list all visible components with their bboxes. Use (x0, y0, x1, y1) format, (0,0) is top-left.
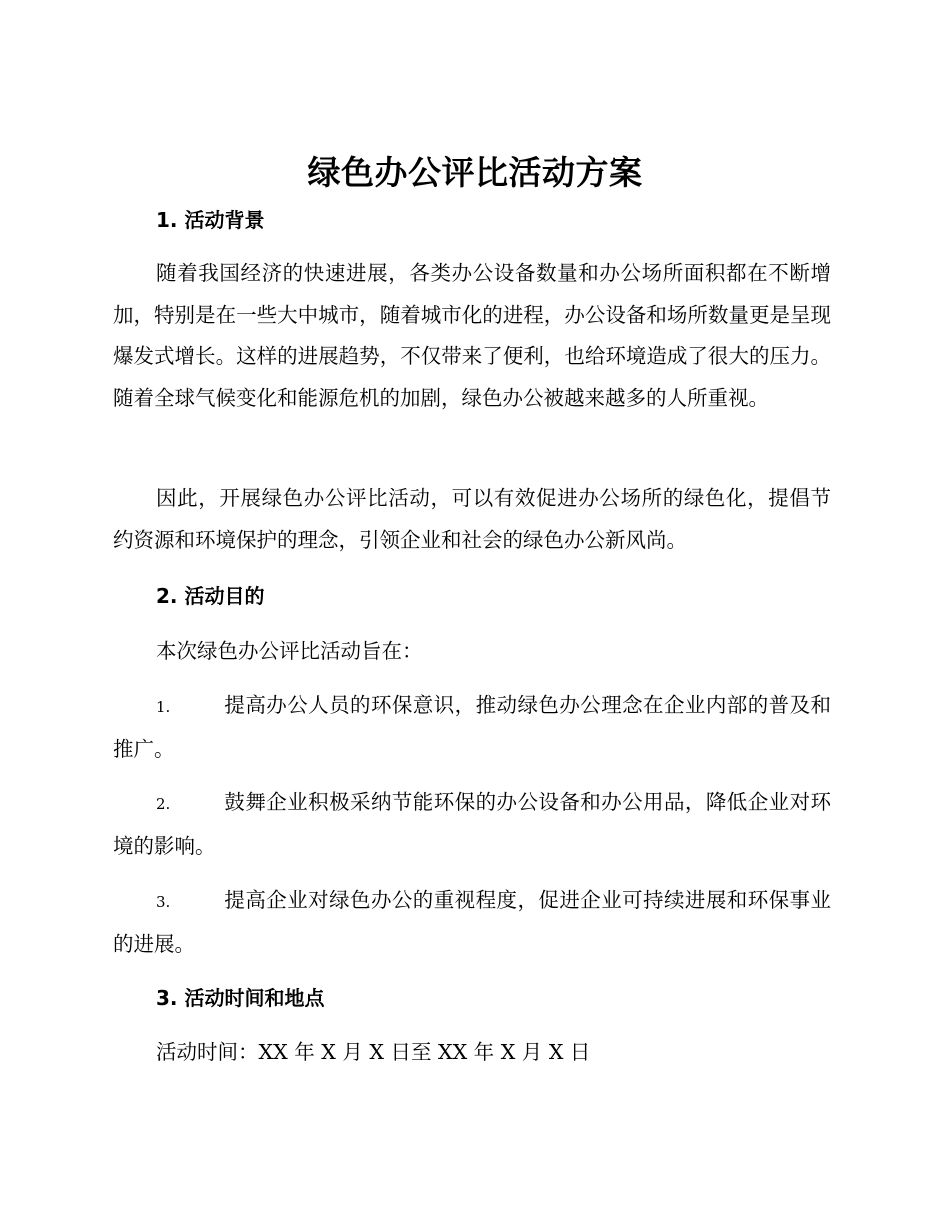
activity-time: 活动时间：XX 年 X 月 X 日至 XX 年 X 月 X 日 (156, 1040, 591, 1064)
section-heading-background: 1. 活动背景 (156, 208, 265, 232)
section-heading-time-place: 3. 活动时间和地点 (156, 986, 325, 1010)
list-item-number: 1. (156, 698, 171, 716)
list-item-number: 3. (156, 893, 171, 911)
list-item-text: 提高办公人员的环保意识，推动绿色办公理念在企业内部的普及和推广。 (113, 693, 831, 761)
list-item-text: 鼓舞企业积极采纳节能环保的办公设备和办公用品，降低企业对环境的影响。 (113, 790, 831, 858)
purpose-intro: 本次绿色办公评比活动旨在： (156, 639, 423, 663)
list-item (113, 880, 831, 965)
background-paragraph-2: 因此，开展绿色办公评比活动，可以有效促进办公场所的绿色化，提倡节约资源和环境保护的理念，引领企业和社会的绿色办公新风尚。 (113, 486, 831, 552)
document-title: 绿色办公评比活动方案 (307, 153, 643, 192)
section-heading-purpose: 2. 活动目的 (156, 584, 265, 608)
background-paragraph-1: 随着我国经济的快速进展，各类办公设备数量和办公场所面积都在不断增加，特别是在一些大中城市，随着城市化的进程，办公设备和场所数量更是呈现爆发式增长。这样的进展趋势，不仅带来了便利，也给环境造成了很大的压力。随着全球气候变化和能源危机的加剧，绿色办公被越来越多的人所重视。 (113, 261, 831, 410)
list-item (113, 782, 831, 867)
list-item (113, 685, 831, 770)
list-item-number: 2. (156, 795, 171, 813)
list-item-text: 提高企业对绿色办公的重视程度，促进企业可持续进展和环保事业的进展。 (113, 888, 831, 956)
